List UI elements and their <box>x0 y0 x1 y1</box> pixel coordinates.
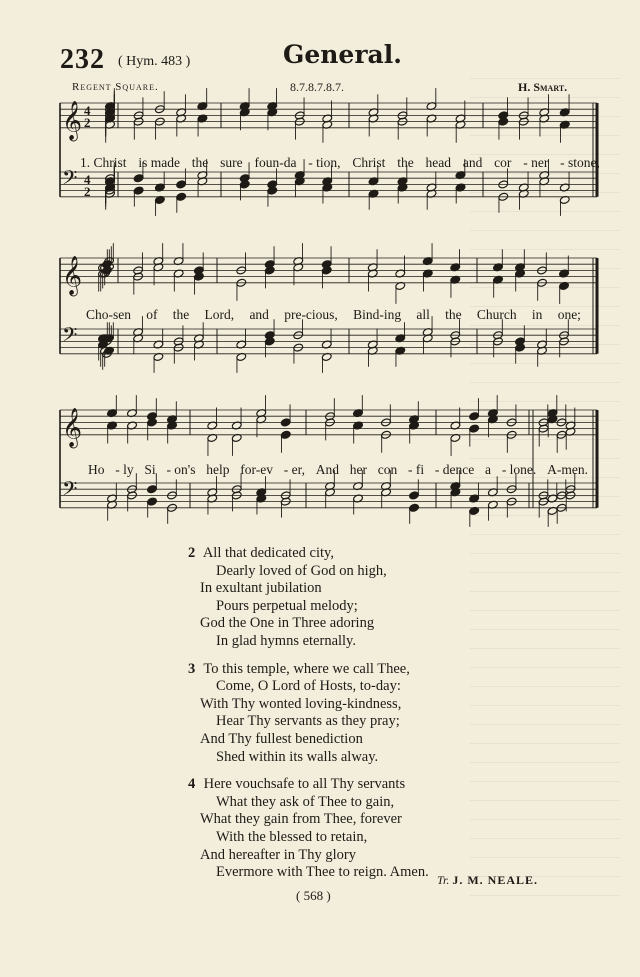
lyric-syllable: - ner <box>523 155 549 170</box>
lyric-syllable: 1. Christ <box>80 155 127 170</box>
lyric-syllable: all <box>416 307 430 322</box>
lyric-line-1 <box>80 155 600 171</box>
lyric-syllable: Bind-ing <box>353 307 402 322</box>
translator-credit <box>437 873 538 888</box>
composer: H. Smart. <box>518 80 568 94</box>
lyric-syllable: cor <box>494 155 512 170</box>
verse-line: Pours perpetual melody; <box>216 597 358 614</box>
treble-clef: 𝄞 <box>62 100 83 141</box>
verse-line: Dearly loved of God on high, <box>216 562 387 579</box>
lyric-syllable: - dence <box>434 462 475 477</box>
lyric-syllable: Si <box>144 462 156 477</box>
lyric-syllable: sure <box>220 155 243 170</box>
lyric-syllable: is made <box>138 155 180 170</box>
translator-prefix: Tr. <box>437 873 450 887</box>
hymn-reference: ( Hym. 483 ) <box>118 54 191 69</box>
note-head <box>280 430 291 439</box>
verse-line: What they gain from Thee, forever <box>200 811 402 828</box>
verse-line: God the One in Three adoring <box>200 615 375 632</box>
lyric-syllable: the <box>397 155 414 170</box>
note-head <box>469 412 480 421</box>
verses <box>188 545 429 892</box>
lyric-syllable: - on's <box>166 462 196 477</box>
lyric-syllable: foun-da <box>254 155 297 170</box>
lyric-syllable: and <box>249 307 269 322</box>
note-head <box>176 180 187 189</box>
verse-number: 2 <box>188 545 196 561</box>
verse-line: Hear Thy servants as they pray; <box>216 713 400 730</box>
lyric-syllable: the <box>172 307 190 322</box>
note-head <box>133 174 144 183</box>
translator-name: J. M. NEALE. <box>452 873 539 887</box>
bass-clef: 𝄢 <box>62 166 78 195</box>
lyric-syllable: help <box>206 462 230 477</box>
lyric-syllable: - stone, <box>560 155 600 170</box>
lyric-syllable: of <box>146 307 158 322</box>
lyric-syllable: con <box>377 462 398 477</box>
note-head <box>469 424 480 433</box>
lyric-line-2 <box>86 307 581 323</box>
verse-line: Shed within its walls alway. <box>216 748 379 765</box>
lyric-syllable: - lone. <box>501 462 537 477</box>
verse-line: In exultant jubilation <box>200 580 322 597</box>
lyric-syllable: in <box>531 307 543 322</box>
lyric-syllable: A-men. <box>547 462 588 477</box>
lyric-syllable: for-ev <box>240 462 273 477</box>
time-signature-bottom: 2 <box>84 184 91 200</box>
page-number: ( 568 ) <box>296 888 331 903</box>
lyric-syllable: her <box>349 462 367 477</box>
note-head <box>409 491 420 500</box>
verse-line: In glad hymns eternally. <box>216 632 356 649</box>
lyric-syllable: - tion, <box>308 155 341 170</box>
lyric-syllable: a <box>485 462 492 477</box>
lyric-syllable: Church <box>476 307 517 322</box>
verse-line: All that dedicated city, <box>202 545 334 561</box>
time-signature-bottom: 2 <box>84 115 91 131</box>
time-signature-top: 4 <box>84 102 91 118</box>
treble-clef: 𝄞 <box>62 255 83 296</box>
note-head <box>133 186 144 195</box>
verse-3 <box>188 660 429 767</box>
lyric-syllable: - ly <box>115 462 134 477</box>
verse-line: With the blessed to retain, <box>216 828 368 845</box>
lyric-syllable: head <box>425 155 451 170</box>
lyric-syllable: one; <box>557 307 581 322</box>
hymn-number: 232 <box>60 44 105 75</box>
lyric-syllable: - er, <box>283 462 305 477</box>
lyric-syllable: Lord, <box>204 307 235 322</box>
lyric-syllable: and <box>462 155 483 170</box>
meter: 8.7.8.7.8.7. <box>290 80 344 94</box>
section-title: General. <box>283 40 402 69</box>
treble-clef: 𝄞 <box>62 407 83 448</box>
lyric-syllable: pre-cious, <box>284 307 338 322</box>
verse-2 <box>188 545 429 651</box>
bass-clef: 𝄢 <box>62 323 78 352</box>
verse-line: Evermore with Thee to reign. Amen. <box>216 864 429 881</box>
tune-name: Regent Square. <box>72 81 159 93</box>
verse-line: To this temple, where we call Thee, <box>203 660 410 677</box>
note-head <box>147 497 158 506</box>
lyric-syllable: the <box>445 307 462 322</box>
verse-line: Come, O Lord of Hosts, to-day: <box>216 678 401 695</box>
lyric-syllable: the <box>191 155 209 170</box>
verse-line: What they ask of Thee to gain, <box>216 793 395 810</box>
note-head <box>176 192 187 201</box>
verse-line: And hereafter in Thy glory <box>200 846 356 863</box>
lyric-syllable: Christ <box>352 155 386 170</box>
lyric-line-3 <box>88 462 588 478</box>
verse-number: 3 <box>188 660 196 677</box>
lyric-syllable: And <box>315 462 339 477</box>
lyric-syllable: Cho-sen <box>86 307 131 322</box>
verse-line: And Thy fullest benediction <box>200 730 363 747</box>
verse-number: 4 <box>188 776 196 793</box>
note-head <box>280 418 291 427</box>
verse-4 <box>188 776 429 882</box>
time-signature-top: 4 <box>84 171 91 187</box>
verse-line: With Thy wonted loving-kindness, <box>200 695 402 712</box>
note-head <box>147 485 158 494</box>
note-head <box>409 503 420 512</box>
verse-line: Here vouchsafe to all Thy servants <box>203 776 406 793</box>
bass-clef: 𝄢 <box>62 477 78 506</box>
lyric-syllable: Ho <box>88 462 105 477</box>
lyric-syllable: - fi <box>408 462 425 477</box>
